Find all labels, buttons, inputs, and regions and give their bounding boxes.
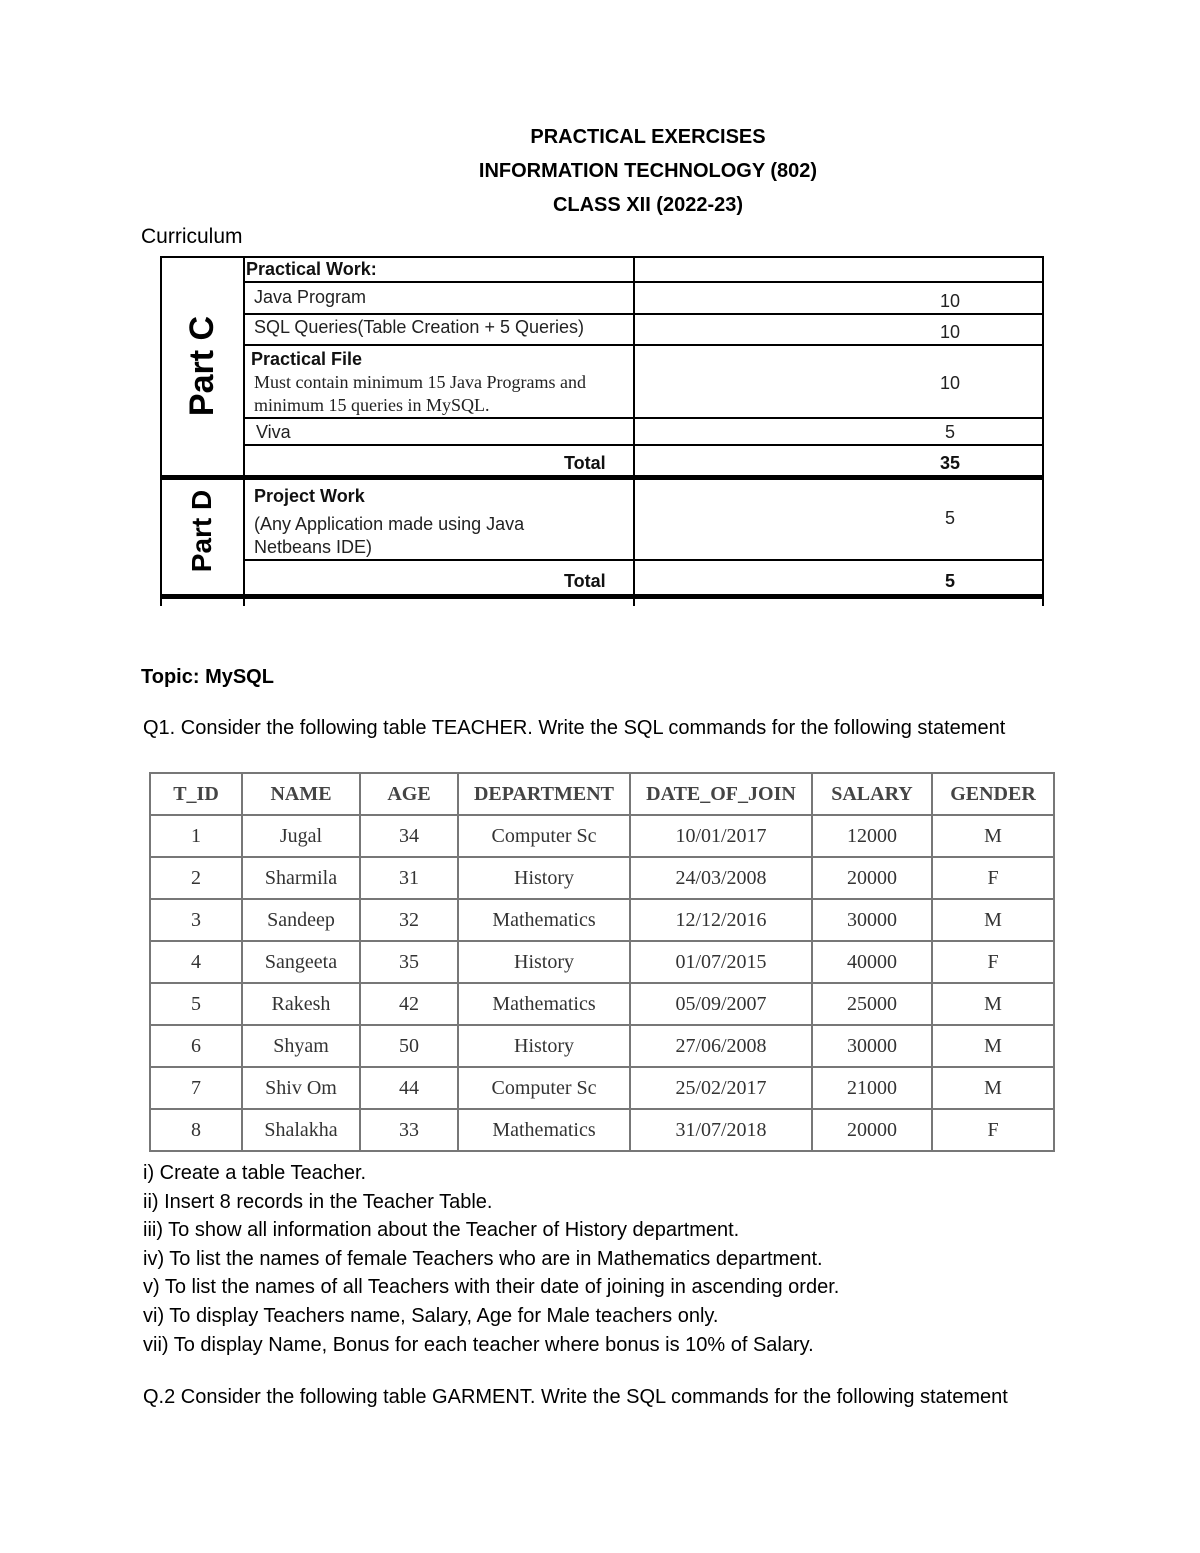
project-marks: 5	[944, 508, 955, 528]
table-cell: 25/02/2017	[630, 1067, 812, 1109]
part-c-label: Part C	[183, 315, 221, 417]
table-cell: 05/09/2007	[630, 983, 812, 1025]
doc-class: CLASS XII (2022-23)	[552, 194, 744, 216]
table-cell: 20000	[812, 1109, 932, 1151]
practical-file-marks: 10	[939, 373, 961, 393]
table-cell: 34	[360, 815, 458, 857]
table-cell: 30000	[812, 899, 932, 941]
teacher-table	[149, 772, 1055, 1152]
viva-label: Viva	[256, 422, 291, 442]
table-cell: F	[932, 941, 1054, 983]
table-row	[150, 941, 1054, 983]
table-cell: M	[932, 899, 1054, 941]
table-cell: Shalakha	[242, 1109, 360, 1151]
question-1-item: iii) To show all information about the Teacher of History department.	[143, 1219, 740, 1242]
table-cell: 31	[360, 857, 458, 899]
table-cell: 24/03/2008	[630, 857, 812, 899]
table-cell: Rakesh	[242, 983, 360, 1025]
java-program-label: Java Program	[254, 287, 367, 307]
table-cell: 5	[150, 983, 242, 1025]
question-1-item: iv) To list the names of female Teachers who are in Mathematics department.	[143, 1247, 823, 1270]
column-header: T_ID	[150, 773, 242, 815]
table-cell: Sandeep	[242, 899, 360, 941]
question-2: Q.2 Consider the following table GARMENT. Write the SQL commands for the following statement	[143, 1386, 1008, 1408]
table-row	[150, 1067, 1054, 1109]
practical-file-desc-1: Must contain minimum 15 Java Programs and	[254, 372, 586, 392]
table-cell: Jugal	[242, 815, 360, 857]
table-cell: 7	[150, 1067, 242, 1109]
table-cell: 8	[150, 1109, 242, 1151]
sql-queries-marks: 10	[939, 322, 961, 342]
table-row	[150, 1025, 1054, 1067]
table-cell: 31/07/2018	[630, 1109, 812, 1151]
table-cell: Sangeeta	[242, 941, 360, 983]
table-cell: M	[932, 1067, 1054, 1109]
table-cell: 20000	[812, 857, 932, 899]
table-cell: F	[932, 857, 1054, 899]
question-1-item: vii) To display Name, Bonus for each teacher where bonus is 10% of Salary.	[143, 1333, 814, 1356]
project-desc-2: Netbeans IDE)	[254, 537, 373, 557]
table-cell: 2	[150, 857, 242, 899]
column-header: GENDER	[932, 773, 1054, 815]
table-cell: 12/12/2016	[630, 899, 812, 941]
java-program-marks: 10	[939, 291, 961, 311]
table-cell: 12000	[812, 815, 932, 857]
table-cell: 44	[360, 1067, 458, 1109]
table-cell: History	[458, 1025, 630, 1067]
total-part-d: 5	[944, 571, 955, 591]
table-cell: 35	[360, 941, 458, 983]
topic-heading: Topic: MySQL	[141, 666, 274, 688]
table-cell: 4	[150, 941, 242, 983]
table-cell: 27/06/2008	[630, 1025, 812, 1067]
table-cell: Computer Sc	[458, 815, 630, 857]
column-header: DATE_OF_JOIN	[630, 773, 812, 815]
table-cell: F	[932, 1109, 1054, 1151]
total-label-part-d: Total	[564, 571, 606, 591]
table-cell: 1	[150, 815, 242, 857]
column-header: AGE	[360, 773, 458, 815]
doc-subject: INFORMATION TECHNOLOGY (802)	[478, 160, 818, 182]
question-1-item: ii) Insert 8 records in the Teacher Table.	[143, 1190, 493, 1213]
table-cell: Mathematics	[458, 983, 630, 1025]
column-header: DEPARTMENT	[458, 773, 630, 815]
table-cell: Computer Sc	[458, 1067, 630, 1109]
table-cell: 25000	[812, 983, 932, 1025]
table-cell: History	[458, 857, 630, 899]
part-d-label: Part D	[186, 489, 217, 573]
table-row	[150, 815, 1054, 857]
table-cell: 32	[360, 899, 458, 941]
table-row	[150, 857, 1054, 899]
table-cell: 3	[150, 899, 242, 941]
table-cell: M	[932, 983, 1054, 1025]
table-cell: Mathematics	[458, 1109, 630, 1151]
practical-file-label: Practical File	[251, 349, 363, 369]
project-work-label: Project Work	[254, 486, 365, 506]
table-cell: M	[932, 1025, 1054, 1067]
sql-queries-label: SQL Queries(Table Creation + 5 Queries)	[254, 317, 584, 337]
table-cell: 33	[360, 1109, 458, 1151]
total-label-part-c: Total	[564, 453, 606, 473]
table-cell: 6	[150, 1025, 242, 1067]
curriculum-label: Curriculum	[141, 225, 243, 248]
table-row	[150, 983, 1054, 1025]
table-cell: 30000	[812, 1025, 932, 1067]
question-1-item: v) To list the names of all Teachers with their date of joining in ascending order.	[143, 1276, 840, 1299]
question-1-item: vi) To display Teachers name, Salary, Age for Male teachers only.	[143, 1305, 719, 1327]
question-1-item: i) Create a table Teacher.	[143, 1162, 367, 1184]
practical-file-desc-2: minimum 15 queries in MySQL.	[254, 395, 490, 415]
table-row	[150, 1109, 1054, 1151]
table-cell: Shiv Om	[242, 1067, 360, 1109]
table-cell: 50	[360, 1025, 458, 1067]
table-cell: M	[932, 815, 1054, 857]
practical-work-heading: Practical Work:	[246, 259, 377, 279]
table-row	[150, 899, 1054, 941]
table-cell: 21000	[812, 1067, 932, 1109]
curriculum-table	[160, 256, 1044, 606]
viva-marks: 5	[944, 422, 955, 442]
table-cell: History	[458, 941, 630, 983]
teacher-table-header-row	[150, 773, 1054, 815]
doc-title: PRACTICAL EXERCISES	[530, 126, 766, 148]
table-cell: 01/07/2015	[630, 941, 812, 983]
table-cell: 42	[360, 983, 458, 1025]
question-1: Q1. Consider the following table TEACHER. Write the SQL commands for the following statement	[143, 717, 1006, 739]
table-cell: 40000	[812, 941, 932, 983]
table-cell: Sharmila	[242, 857, 360, 899]
table-cell: 10/01/2017	[630, 815, 812, 857]
table-cell: Mathematics	[458, 899, 630, 941]
project-desc-1: (Any Application made using Java	[254, 514, 525, 534]
column-header: NAME	[242, 773, 360, 815]
total-part-c: 35	[939, 453, 961, 473]
column-header: SALARY	[812, 773, 932, 815]
table-cell: Shyam	[242, 1025, 360, 1067]
